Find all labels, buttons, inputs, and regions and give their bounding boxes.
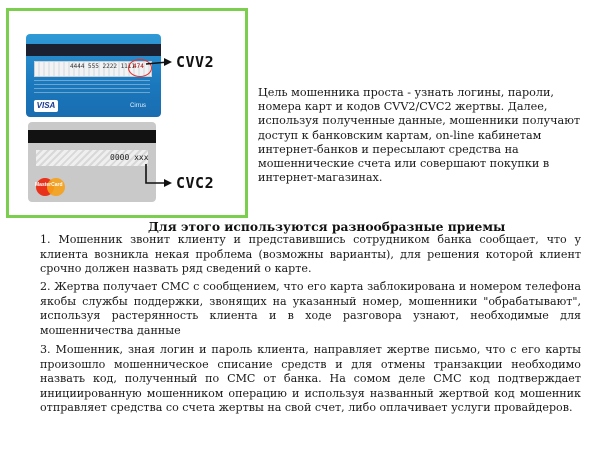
visa-logo-icon: VISA xyxy=(34,100,58,112)
mastercard-card-back xyxy=(28,122,156,202)
section-heading: Для этого используются разнообразные приемы xyxy=(148,219,506,234)
magnetic-stripe xyxy=(26,44,161,56)
cvv-digits: 474 xyxy=(133,63,144,70)
cvv-highlight-circle xyxy=(128,59,152,77)
list-item-1: 1. Мошенник звонит клиенту и представившись сотрудником банка сообщает, что у клиента возникла некая проблема (возможны варианты), для решения которой клиент срочно должен назвать ряд сведений о карте. xyxy=(40,233,581,275)
list-item-2: 2. Жертва получает СМС с сообщением, что его карта заблокирована и номером телефона якобы службы поддержки, звонящих на указанный номер, мошенники "обрабатывают", используя растерянность клиента и в ходе разговора узнают, необходимые для мошенничества данные xyxy=(40,280,581,337)
cvv2-label: CVV2 xyxy=(176,53,215,71)
mastercard-logo-text: MasterCard xyxy=(35,182,63,188)
cirrus-logo: Cirrus xyxy=(130,103,146,109)
list-item-3: 3. Мошенник, зная логин и пароль клиента, направляет жертве письмо, что с его карты произошло мошенническое списание средств и для отмены транзакции необходимо назвать код, полученный по СМС от банка. На сомом деле СМС код подтверждает инициированную мошенником операцию и используя названный жертвой код мошенник отправляет средства со счета жертвы на свой счет, либо оплачивает услуги провайдеров. xyxy=(40,343,581,414)
intro-paragraph: Цель мошенника проста - узнать логины, пароли, номера карт и кодов CVV2/CVC2 жертвы. Далее, используя полученные данные, мошенники получают доступ к банковским картам, on-line кабинетам интернет-банков и пересылают средства на мошеннические счета или совершают покупки в интернет-магазинах. xyxy=(258,86,581,185)
cvc2-label: CVC2 xyxy=(176,174,215,192)
magnetic-stripe xyxy=(28,130,156,143)
signature-digits: 4444 555 2222 1111 xyxy=(70,63,136,70)
fine-print xyxy=(34,80,150,96)
cvc-digits: 0000 xxx xyxy=(110,153,149,162)
visa-card-back xyxy=(26,34,161,117)
